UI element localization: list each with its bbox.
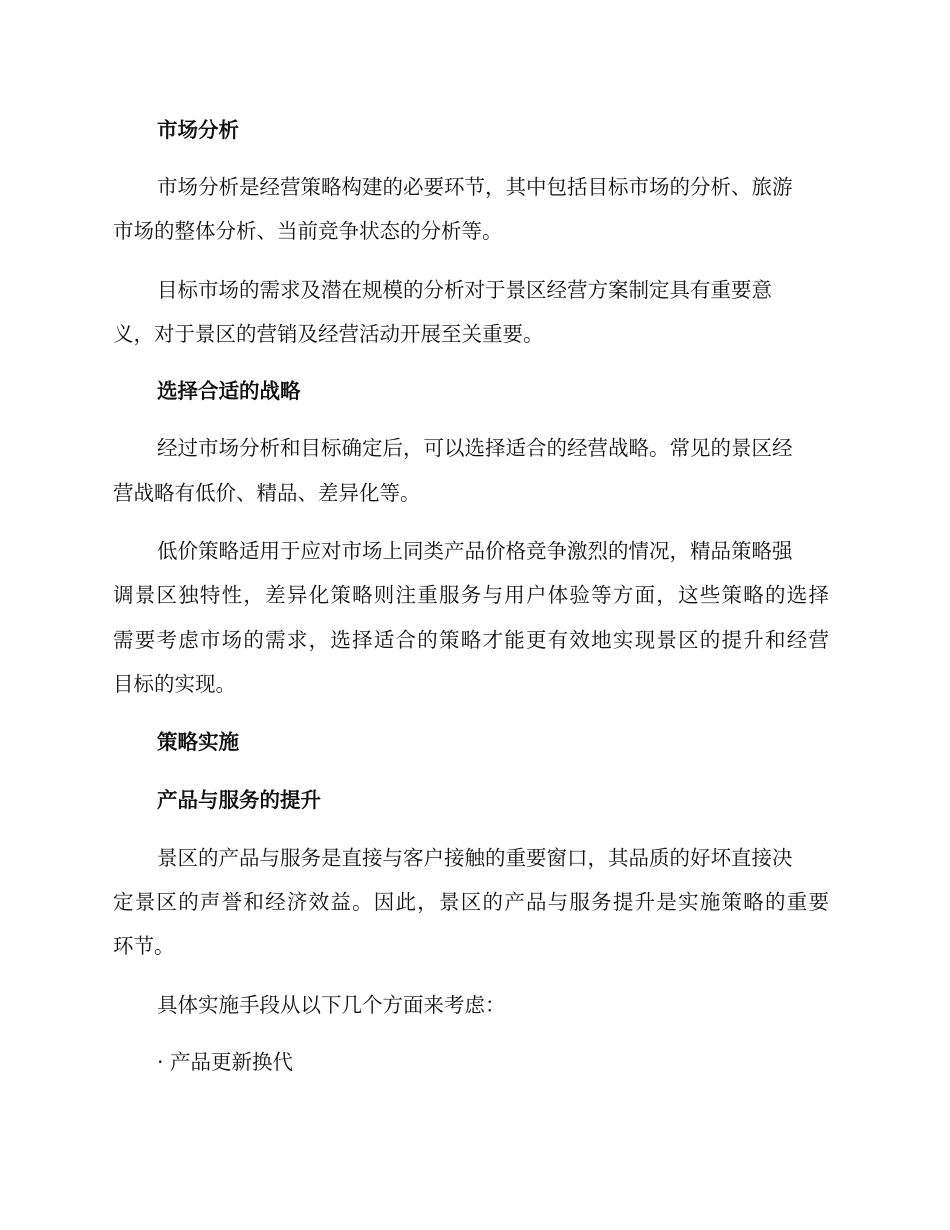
paragraph-line: 目标市场的需求及潜在规模的分析对于景区经营方案制定具有重要意 [157,278,772,302]
section-heading: 市场分析 [157,118,239,142]
paragraph-line: 景区的产品与服务是直接与客户接触的重要窗口，其品质的好坏直接决 [157,846,793,870]
paragraph-line: 市场分析是经营策略构建的必要环节，其中包括目标市场的分析、旅游 [157,175,793,199]
paragraph-line: 具体实施手段从以下几个方面来考虑： [157,993,506,1017]
paragraph-line: 市场的整体分析、当前竞争状态的分析等。 [113,219,503,243]
paragraph-line: 调景区独特性，差异化策略则注重服务与用户体验等方面，这些策略的选择 [113,583,829,607]
subsection-heading: 产品与服务的提升 [157,788,321,812]
paragraph-line: 定景区的声誉和经济效益。因此，景区的产品与服务提升是实施策略的重要 [113,890,829,914]
paragraph-line: 需要考虑市场的需求，选择适合的策略才能更有效地实现景区的提升和经营 [113,628,829,652]
section-heading: 选择合适的战略 [157,379,301,403]
paragraph-line: 经过市场分析和目标确定后，可以选择适合的经营战略。常见的景区经 [157,436,793,460]
paragraph-line: 低价策略适用于应对市场上同类产品价格竞争激烈的情况，精品策略强 [157,539,793,563]
section-heading: 策略实施 [157,730,239,754]
paragraph-line: 义，对于景区的营销及经营活动开展至关重要。 [113,322,544,346]
bullet-item: · 产品更新换代 [157,1050,294,1074]
paragraph-line: 环节。 [113,934,175,958]
paragraph-line: 目标的实现。 [113,672,236,696]
paragraph-line: 营战略有低价、精品、差异化等。 [113,481,421,505]
